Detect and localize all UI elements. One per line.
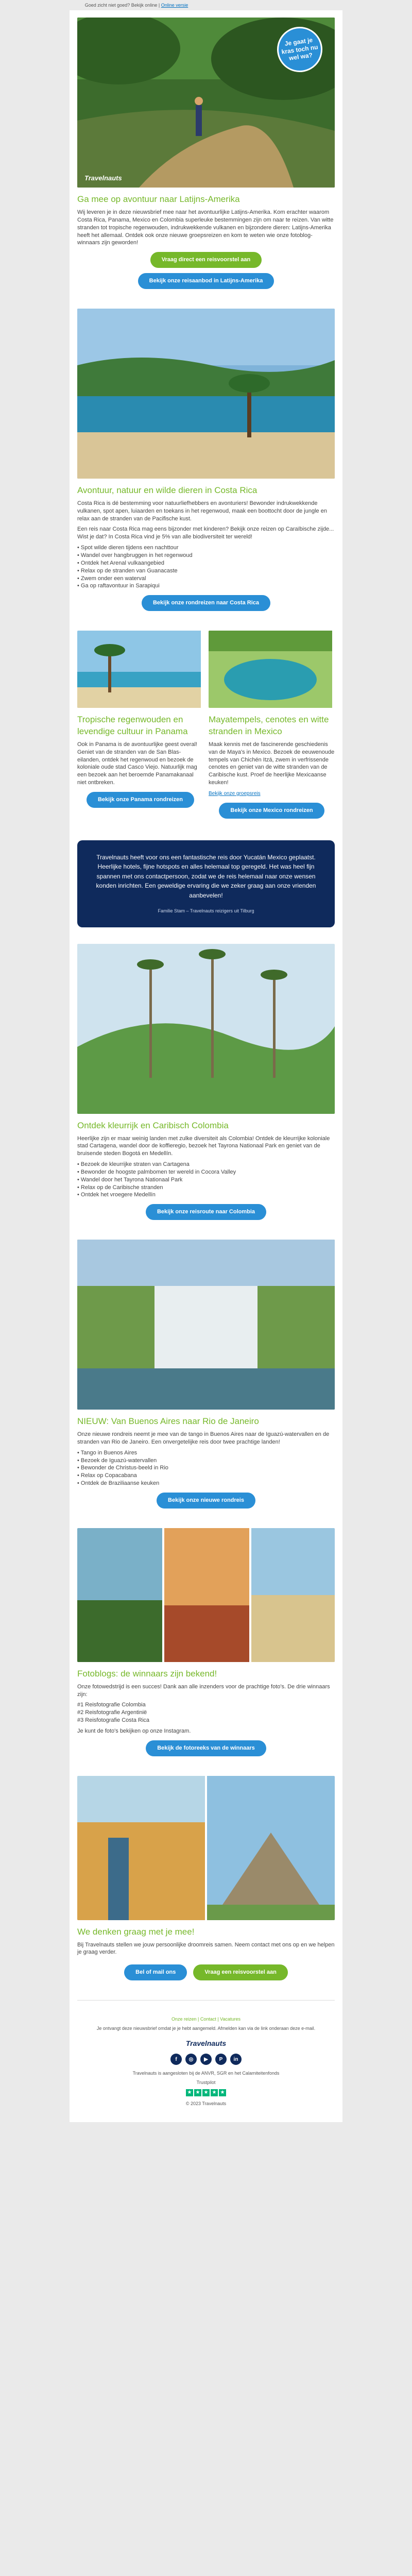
footer-logo: Travelnauts: [185, 2039, 227, 2048]
email-body: [70, 10, 342, 2122]
intro-section: [70, 10, 342, 301]
photoblog-image-grid: [77, 1528, 335, 1662]
social-icons: [77, 2054, 335, 2065]
waterfall-image: [77, 1240, 335, 1410]
mexico-cenote-photo: [209, 631, 332, 708]
colombia-street-photo: [77, 1776, 205, 1920]
star-icon: ★: [194, 2089, 201, 2096]
list-item: • Spot wilde dieren tijdens een nachttour: [77, 545, 179, 551]
testimonial-signature: Familie Stam – Travelnauts reizigers uit Tilburg: [158, 908, 254, 913]
colombia-image: [77, 944, 335, 1114]
maya-pyramid-photo: [207, 1776, 335, 1920]
iguazu-waterfall-photo: [77, 1240, 335, 1410]
costarica-body-2: Een reis naar Costa Rica mag eens bijzonder met kinderen? Bekijk onze reizen op Caraïbische zijde... Wist je dat? In Costa Rica vind je 5% van alle biodiversiteit ter wereld!: [77, 526, 334, 540]
closing-body: Bij Travelnauts stellen we jouw persoonlijke droomreis samen. Neem contact met ons op en we helpen je graag verder.: [77, 1941, 335, 1956]
colombia-bullets: [77, 1161, 335, 1199]
list-item: • Ontdek het Arenal vulkaangebied: [77, 560, 164, 566]
argentina-bullets: [77, 1449, 335, 1487]
call-us-button[interactable]: Bel of mail ons: [124, 1964, 187, 1980]
facebook-icon[interactable]: f: [170, 2054, 182, 2065]
mexico-image: [209, 631, 335, 708]
costarica-title: Avontuur, natuur en wilde dieren in Costa Rica: [77, 485, 258, 495]
argentina-body: Onze nieuwe rondreis neemt je mee van de tango in Buenos Aires naar de Iguazú-watervallen en de stranden van Rio de Janeiro. Een onvergetelijke reis door twee prachtige landen!: [77, 1431, 330, 1445]
list-item: • Bewonder de hoogste palmbomen ter wereld in Cocora Valley: [77, 1168, 236, 1175]
testimonial-block: [77, 840, 335, 927]
photoblog-body-2: Je kunt de foto's bekijken op onze Instagram.: [77, 1727, 191, 1734]
colombia-palms-photo: [77, 944, 335, 1114]
instagram-icon[interactable]: ◎: [185, 2054, 197, 2065]
closing-title: We denken graag met je mee!: [77, 1926, 195, 1937]
testimonial-text: Travelnauts heeft voor ons een fantastische reis door Yucatán Mexico geplaatst. Heerlijke hotels, fijne hotspots en alles helemaal top geregeld. Het was heel fijn spannen met ons contactpersoon, zodat we de reis helemaal naar onze wensen konden inrichten. Een geweldige ervaring die we zeker graag aan onze vrienden aanbevelen!: [96, 853, 316, 900]
list-item: • Tango in Buenos Aires: [77, 1449, 138, 1456]
costarica-tours-button[interactable]: Bekijk onze rondreizen naar Costa Rica: [142, 595, 270, 611]
closing-image: [77, 1776, 335, 1920]
winner-photo-1: [77, 1528, 162, 1662]
intro-title: Ga mee op avontuur naar Latijns-Amerika: [77, 194, 240, 205]
list-item: • Relax op de Caribische stranden: [77, 1184, 163, 1191]
winner-photo-2: [164, 1528, 249, 1662]
photoblog-winners-button[interactable]: Bekijk de fotoreeks van de winnaars: [146, 1740, 266, 1756]
photoblog-section: [70, 1521, 342, 1769]
mexico-body: Maak kennis met de fascinerende geschiedenis van de Maya's in Mexico. Bezoek de eeuwenoude tempels van Chichén Itzá, zwem in verfrissende cenotes en geniet van de witte stranden van de Caribische kust. Proef de heerlijke Mexicaanse keuken!: [209, 741, 335, 786]
winner-photo-3: [251, 1528, 335, 1662]
colombia-section: [70, 937, 342, 1233]
hero-badge: Je gaat je kras toch nu wel wa?: [274, 24, 325, 75]
list-item: #2 Reisfotografie Argentinië: [77, 1709, 147, 1716]
footer: [70, 2008, 342, 2122]
star-icon: ★: [186, 2089, 193, 2096]
panama-title: Tropische regenwouden en levendige cultuur in Panama: [77, 715, 188, 736]
list-item: • Wandel door het Tayrona Nationaal Park: [77, 1176, 183, 1183]
online-version-link[interactable]: Online versie: [161, 3, 188, 8]
star-icon: ★: [219, 2089, 226, 2096]
list-item: • Wandel over hangbruggen in het regenwoud: [77, 552, 193, 558]
list-item: #1 Reisfotografie Colombia: [77, 1702, 146, 1708]
costarica-section: [70, 301, 342, 623]
costarica-beach-photo: [77, 309, 335, 479]
photoblog-title: Fotoblogs: de winnaars zijn bekend!: [77, 1668, 217, 1679]
preheader-text: Goed zicht niet goed? Bekijk online |: [84, 3, 160, 8]
footer-links[interactable]: Onze reizen | Contact | Vacatures: [171, 2016, 241, 2022]
footer-divider: [77, 2000, 335, 2001]
copyright: © 2023 Travelnauts: [185, 2100, 227, 2106]
colombia-tours-button[interactable]: Bekijk onze reisroute naar Colombia: [146, 1204, 266, 1220]
photoblog-winners: [77, 1701, 335, 1724]
list-item: • Relax op Copacabana: [77, 1472, 137, 1479]
youtube-icon[interactable]: ▶: [200, 2054, 212, 2065]
new-tour-button[interactable]: Bekijk onze nieuwe rondreis: [157, 1493, 255, 1509]
list-item: • Bezoek de kleurrijke straten van Cartagena: [77, 1161, 190, 1168]
intro-body: Wij leveren je in deze nieuwsbrief mee naar het avontuurlijke Latijns-Amerika. Kom erachter waarom Costa Rica, Panama, Mexico en Colombia superleuke bestemmingen zijn om naar te reizen. Van witte stranden tot tropische regenwouden, indrukwekkende vulkanen en bijzondere dieren: Latijns-Amerika heeft het allemaal. Ontdek ook onze nieuwe groepsreizen en kom te weten wie onze fotoblog-winnaars zijn geworden!: [77, 209, 334, 246]
hero-image: [77, 18, 335, 188]
list-item: • Bewonder de Christus-beeld in Rio: [77, 1465, 168, 1471]
mexico-title: Mayatempels, cenotes en witte stranden in Mexico: [209, 715, 329, 736]
panama-tours-button[interactable]: Bekijk onze Panama rondreizen: [87, 792, 194, 808]
star-icon: ★: [211, 2089, 218, 2096]
pinterest-icon[interactable]: P: [215, 2054, 227, 2065]
list-item: • Zwem onder een waterval: [77, 575, 146, 582]
list-item: #3 Reisfotografie Costa Rica: [77, 1717, 150, 1724]
mexico-group-tour-link[interactable]: Bekijk onze groepsreis: [209, 790, 261, 796]
list-item: • Ontdek de Braziliaanse keuken: [77, 1480, 160, 1487]
costarica-body: Costa Rica is dé bestemming voor natuurliefhebbers en avonturiers! Bewonder indrukwekkende vulkanen, spot apen, luiaarden en toekans in het regenwoud, maak een boottocht door de jungle en relax aan de stranden van de Pacifische kust.: [77, 500, 327, 522]
trustpilot-label: Trustpilot: [196, 2080, 216, 2086]
argentina-title: NIEUW: Van Buenos Aires naar Rio de Janeiro: [77, 1416, 259, 1427]
panama-mexico-section: [70, 623, 342, 831]
panama-column: [77, 631, 203, 824]
linkedin-icon[interactable]: in: [230, 2054, 242, 2065]
costarica-image: [77, 309, 335, 479]
panama-body: Ook in Panama is de avontuurlijke geest overal! Geniet van de stranden van de San Blas-eilanden, ontdek het regenwoud en bezoek de koloniale oude stad Casco Viejo. Natuurlijk mag een bezoek aan het beroemde Panamakanaal niet ontbreken.: [77, 741, 197, 786]
travelnauts-logo: Travelnauts: [84, 174, 122, 182]
panama-beach-photo: [77, 631, 201, 708]
list-item: • Ontdek het vroegere Medellín: [77, 1192, 156, 1198]
list-item: • Ga op raftavontuur in Sarapiqui: [77, 583, 160, 589]
mexico-column: [209, 631, 335, 824]
latin-america-offer-button[interactable]: Bekijk onze reisaanbod in Latijns-Amerika: [138, 273, 274, 289]
closing-buttons: [77, 1959, 335, 1986]
trustpilot-stars: [186, 2089, 226, 2096]
preheader: [0, 0, 342, 10]
request-offer-button[interactable]: Vraag direct een reisvoorstel aan: [150, 252, 262, 268]
request-offer-button-2[interactable]: Vraag een reisvoorstel aan: [193, 1964, 287, 1980]
colombia-title: Ontdek kleurrijk en Caribisch Colombia: [77, 1120, 229, 1130]
mexico-tours-button[interactable]: Bekijk onze Mexico rondreizen: [219, 803, 324, 819]
star-icon: ★: [202, 2089, 210, 2096]
footer-address: Travelnauts is aangesloten bij de ANVR, SGR en het Calamiteitenfonds: [132, 2071, 280, 2076]
footer-text: Je ontvangt deze nieuwsbrief omdat je je hebt aangemeld. Afmelden kan via de link onderaan deze e-mail.: [96, 2026, 316, 2031]
list-item: • Bezoek de Iguazú-watervallen: [77, 1457, 157, 1464]
costarica-bullets: [77, 544, 335, 590]
photoblog-body: Onze fotowedstrijd is een succes! Dank aan alle inzenders voor de prachtige foto's. De drie winnaars zijn:: [77, 1683, 330, 1698]
closing-section: [70, 1769, 342, 1993]
list-item: • Relax op de stranden van Guanacaste: [77, 567, 178, 574]
panama-image: [77, 631, 203, 708]
colombia-body: Heerlijke zijn er maar weinig landen met zulke diversiteit als Colombia! Ontdek de kleurrijke koloniale stad Cartagena, wandel door de koffieregio, bezoek het Tayrona Nationaal Park en geniet van de bruisende steden Bogotá en Medellín.: [77, 1135, 330, 1157]
argentina-section: [70, 1232, 342, 1521]
